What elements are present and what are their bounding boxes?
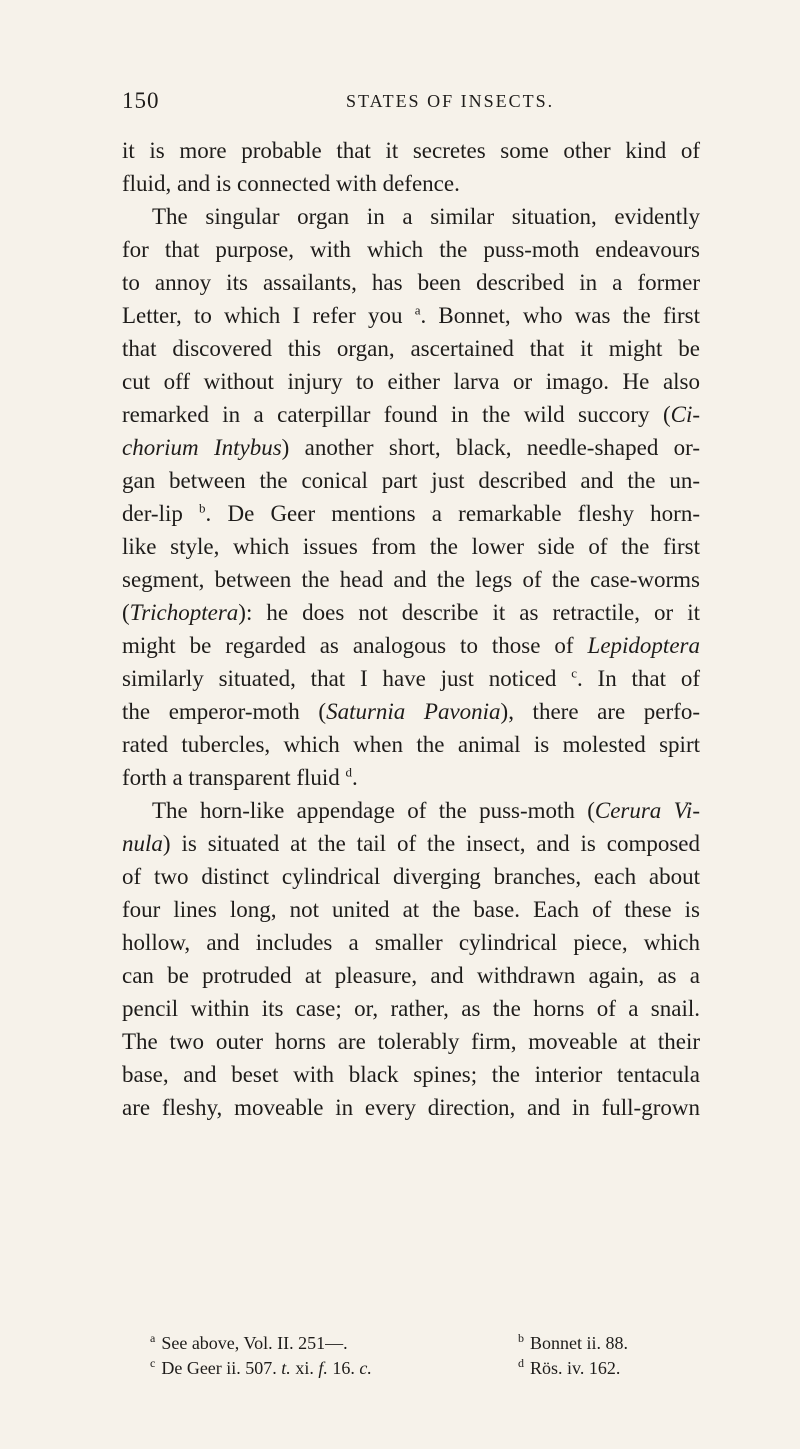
footnote-mark: c bbox=[150, 1356, 156, 1370]
text-run: of two distinct cylindrical diverging branches, each about bbox=[122, 864, 700, 889]
text-run: to annoy its assailants, has been described in a former bbox=[122, 270, 700, 295]
text-run: gan between the conical part just described and the un- bbox=[122, 468, 700, 493]
text-line bbox=[122, 959, 700, 992]
text-run: . bbox=[352, 765, 358, 790]
text-run: Bonnet ii. 88. bbox=[530, 1333, 628, 1353]
text-line bbox=[122, 266, 700, 299]
text-line bbox=[122, 992, 700, 1025]
text-run: . In that of bbox=[577, 666, 700, 691]
italic-text: Cerura Vi- bbox=[594, 798, 700, 823]
italic-text: Trichoptera bbox=[129, 600, 239, 625]
text-run: Rös. iv. 162. bbox=[530, 1358, 621, 1378]
text-run: base, and beset with black spines; the interior tentacula bbox=[122, 1062, 700, 1087]
text-line bbox=[122, 233, 700, 266]
text-line bbox=[122, 860, 700, 893]
text-line bbox=[122, 728, 700, 761]
text-run: xi. bbox=[290, 1358, 319, 1378]
text-run: der-lip bbox=[122, 501, 200, 526]
text-run: segment, between the head and the legs of the case-worms bbox=[122, 567, 700, 592]
text-run: remarked in a caterpillar found in the wild succory ( bbox=[122, 402, 671, 427]
page-number: 150 bbox=[122, 88, 160, 113]
italic-text: Ci- bbox=[670, 402, 700, 427]
text-line bbox=[122, 299, 700, 332]
text-line bbox=[122, 530, 700, 563]
footnote-ref: d bbox=[345, 764, 353, 780]
text-run: hollow, and includes a smaller cylindrical piece, which bbox=[122, 930, 700, 955]
text-run: ), there are perfo- bbox=[500, 699, 700, 724]
text-line bbox=[122, 794, 700, 827]
text-line bbox=[122, 431, 700, 464]
text-line bbox=[122, 365, 700, 398]
footnote bbox=[150, 1358, 372, 1379]
footnote-row bbox=[150, 1333, 702, 1358]
footnote-ref: a bbox=[414, 302, 421, 318]
italic-text: Saturnia Pavonia bbox=[326, 699, 501, 724]
italic-text: t. bbox=[281, 1358, 291, 1378]
text-run: that discovered this organ, ascertained that it might be bbox=[122, 336, 700, 361]
italic-text: Lepidoptera bbox=[587, 633, 700, 658]
text-line bbox=[122, 662, 700, 695]
text-line bbox=[122, 926, 700, 959]
text-run: ( bbox=[122, 600, 130, 625]
text-run: The horn-like appendage of the puss-moth ( bbox=[152, 798, 595, 823]
text-run: the emperor-moth ( bbox=[122, 699, 327, 724]
text-run: 16. bbox=[327, 1358, 360, 1378]
text-run: . Bonnet, who was the first bbox=[420, 303, 701, 328]
text-line bbox=[122, 464, 700, 497]
text-line bbox=[122, 761, 700, 794]
text-run: See above, Vol. II. 251—. bbox=[161, 1333, 348, 1353]
text-run: similarly situated, that I have just noticed bbox=[122, 666, 572, 691]
text-run: it is more probable that it secretes some other kind of bbox=[122, 138, 700, 163]
text-run: ) another short, black, needle-shaped or- bbox=[281, 435, 700, 460]
text-run: ): he does not describe it as retractile, or it bbox=[238, 600, 700, 625]
footnote bbox=[518, 1358, 620, 1379]
footnote-ref: b bbox=[199, 500, 206, 516]
text-line bbox=[122, 134, 700, 167]
text-line bbox=[122, 563, 700, 596]
text-line bbox=[122, 497, 700, 530]
text-run: are fleshy, moveable in every direction, and in full-grown bbox=[122, 1095, 700, 1120]
text-run: might be regarded as analogous to those of bbox=[122, 633, 588, 658]
text-run: can be protruded at pleasure, and withdrawn again, as a bbox=[122, 963, 700, 988]
text-run: four lines long, not united at the base. Each of these is bbox=[122, 897, 700, 922]
text-line bbox=[122, 200, 700, 233]
text-line bbox=[122, 695, 700, 728]
text-run: The two outer horns are tolerably firm, moveable at their bbox=[122, 1029, 700, 1054]
text-line bbox=[122, 629, 700, 662]
text-line bbox=[122, 332, 700, 365]
text-run: cut off without injury to either larva or imago. He also bbox=[122, 369, 700, 394]
italic-text: f. bbox=[318, 1358, 328, 1378]
text-line bbox=[122, 167, 700, 200]
italic-text: nula bbox=[122, 831, 163, 856]
running-head: STATES OF INSECTS. bbox=[346, 91, 555, 111]
footnote bbox=[150, 1333, 348, 1354]
italic-text: chorium Intybus bbox=[122, 435, 282, 460]
footnote bbox=[518, 1333, 628, 1354]
footnote-mark: a bbox=[150, 1331, 156, 1345]
text-line bbox=[122, 1025, 700, 1058]
text-run: De Geer ii. 507. bbox=[161, 1358, 282, 1378]
page-header bbox=[122, 88, 700, 118]
footnote-mark: b bbox=[518, 1331, 524, 1345]
text-run: Letter, to which I refer you bbox=[122, 303, 415, 328]
text-line bbox=[122, 893, 700, 926]
body-text bbox=[122, 134, 700, 1124]
text-run: The singular organ in a similar situation, evidently bbox=[152, 204, 700, 229]
text-run: ) is situated at the tail of the insect, and is composed bbox=[162, 831, 700, 856]
italic-text: c. bbox=[359, 1358, 372, 1378]
footnotes bbox=[150, 1333, 702, 1383]
text-line bbox=[122, 1058, 700, 1091]
text-run: pencil within its case; or, rather, as the horns of a snail. bbox=[122, 996, 700, 1021]
footnote-mark: d bbox=[518, 1356, 524, 1370]
text-run: for that purpose, with which the puss-moth endeavours bbox=[122, 237, 700, 262]
text-line bbox=[122, 596, 700, 629]
text-run: rated tubercles, which when the animal is molested spirt bbox=[122, 732, 700, 757]
text-line bbox=[122, 1091, 700, 1124]
text-run: fluid, and is connected with defence. bbox=[122, 171, 460, 196]
footnote-ref: c bbox=[571, 665, 577, 681]
text-run: like style, which issues from the lower side of the first bbox=[122, 534, 700, 559]
text-line bbox=[122, 827, 700, 860]
text-line bbox=[122, 398, 700, 431]
text-run: . De Geer mentions a remarkable fleshy horn- bbox=[205, 501, 700, 526]
footnote-row bbox=[150, 1358, 702, 1383]
text-run: forth a transparent fluid bbox=[122, 765, 346, 790]
